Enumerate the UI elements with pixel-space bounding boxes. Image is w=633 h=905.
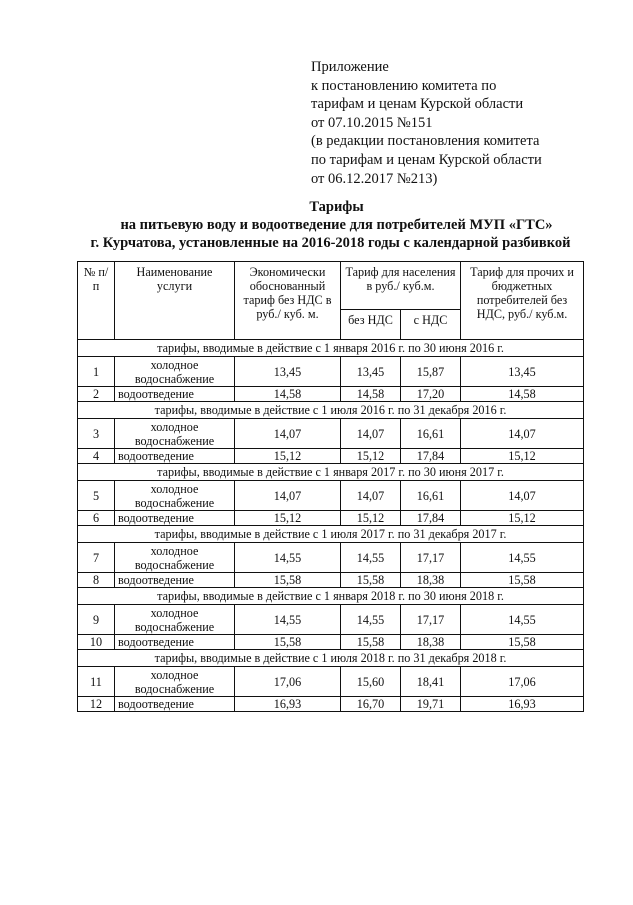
- row-number: 8: [78, 573, 115, 588]
- other-consumers-tariff: 14,55: [461, 605, 584, 635]
- appendix-line: к постановлению комитета по: [311, 77, 497, 94]
- table-row: [78, 449, 584, 464]
- economic-tariff: 15,12: [235, 511, 341, 526]
- row-number: 7: [78, 543, 115, 573]
- population-tariff-vat: 18,38: [401, 635, 461, 650]
- service-name: водоотведение: [115, 387, 235, 402]
- period-row: [78, 464, 584, 481]
- population-tariff-vat: 16,61: [401, 481, 461, 511]
- table-row: [78, 543, 584, 573]
- population-tariff-vat: 18,41: [401, 667, 461, 697]
- period-row: [78, 340, 584, 357]
- economic-tariff: 15,58: [235, 635, 341, 650]
- service-name: холодное водоснабжение: [115, 667, 235, 697]
- header-service-name: Наименование услуги: [115, 262, 235, 340]
- population-tariff-vat: 17,17: [401, 543, 461, 573]
- service-name: холодное водоснабжение: [115, 481, 235, 511]
- service-name: холодное водоснабжение: [115, 605, 235, 635]
- economic-tariff: 14,58: [235, 387, 341, 402]
- table-row: [78, 697, 584, 712]
- row-number: 6: [78, 511, 115, 526]
- population-tariff-no-vat: 15,58: [341, 635, 401, 650]
- header-without-vat: без НДС: [341, 310, 401, 340]
- population-tariff-vat: 17,17: [401, 605, 461, 635]
- other-consumers-tariff: 15,12: [461, 511, 584, 526]
- other-consumers-tariff: 14,55: [461, 543, 584, 573]
- period-label: тарифы, вводимые в действие с 1 января 2017 г. по 30 июня 2017 г.: [78, 464, 584, 481]
- other-consumers-tariff: 14,07: [461, 481, 584, 511]
- population-tariff-vat: 17,20: [401, 387, 461, 402]
- service-name: водоотведение: [115, 449, 235, 464]
- table-row: [78, 357, 584, 387]
- period-label: тарифы, вводимые в действие с 1 июля 2016 г. по 31 декабря 2016 г.: [78, 402, 584, 419]
- service-name: холодное водоснабжение: [115, 357, 235, 387]
- other-consumers-tariff: 16,93: [461, 697, 584, 712]
- other-consumers-tariff: 17,06: [461, 667, 584, 697]
- other-consumers-tariff: 15,58: [461, 573, 584, 588]
- period-row: [78, 526, 584, 543]
- row-number: 4: [78, 449, 115, 464]
- population-tariff-vat: 17,84: [401, 511, 461, 526]
- period-row: [78, 650, 584, 667]
- table-row: [78, 605, 584, 635]
- economic-tariff: 14,55: [235, 543, 341, 573]
- table-row: [78, 481, 584, 511]
- title-line-2: на питьевую воду и водоотведение для потребителей МУП «ГТС»: [120, 217, 553, 233]
- appendix-line: от 06.12.2017 №213): [311, 170, 438, 187]
- document-title: [0, 198, 633, 252]
- period-label: тарифы, вводимые в действие с 1 июля 2018 г. по 31 декабря 2018 г.: [78, 650, 584, 667]
- header-num: № п/п: [78, 262, 115, 340]
- period-row: [78, 402, 584, 419]
- population-tariff-vat: 19,71: [401, 697, 461, 712]
- row-number: 5: [78, 481, 115, 511]
- period-row: [78, 588, 584, 605]
- population-tariff-vat: 16,61: [401, 419, 461, 449]
- population-tariff-vat: 18,38: [401, 573, 461, 588]
- other-consumers-tariff: 14,07: [461, 419, 584, 449]
- service-name: водоотведение: [115, 511, 235, 526]
- population-tariff-no-vat: 14,07: [341, 481, 401, 511]
- population-tariff-no-vat: 15,12: [341, 449, 401, 464]
- tariff-table-body: [78, 340, 584, 712]
- table-row: [78, 573, 584, 588]
- header-with-vat: с НДС: [401, 310, 461, 340]
- appendix-line: (в редакции постановления комитета: [311, 133, 540, 150]
- economic-tariff: 16,93: [235, 697, 341, 712]
- population-tariff-no-vat: 16,70: [341, 697, 401, 712]
- population-tariff-vat: 15,87: [401, 357, 461, 387]
- period-label: тарифы, вводимые в действие с 1 января 2016 г. по 30 июня 2016 г.: [78, 340, 584, 357]
- appendix-line: тарифам и ценам Курской области: [311, 96, 524, 113]
- header-other-consumers-tariff: Тариф для прочих и бюджетных потребителей без НДС, руб./ куб.м.: [461, 262, 584, 340]
- appendix-line: по тарифам и ценам Курской области: [311, 151, 542, 168]
- population-tariff-no-vat: 14,07: [341, 419, 401, 449]
- table-row: [78, 511, 584, 526]
- service-name: холодное водоснабжение: [115, 419, 235, 449]
- service-name: водоотведение: [115, 635, 235, 650]
- appendix-line: от 07.10.2015 №151: [311, 114, 433, 131]
- other-consumers-tariff: 15,58: [461, 635, 584, 650]
- population-tariff-no-vat: 13,45: [341, 357, 401, 387]
- economic-tariff: 15,58: [235, 573, 341, 588]
- row-number: 2: [78, 387, 115, 402]
- tariff-table: [77, 261, 584, 712]
- economic-tariff: 14,07: [235, 481, 341, 511]
- population-tariff-no-vat: 15,60: [341, 667, 401, 697]
- population-tariff-no-vat: 15,58: [341, 573, 401, 588]
- service-name: водоотведение: [115, 697, 235, 712]
- population-tariff-no-vat: 14,55: [341, 543, 401, 573]
- period-label: тарифы, вводимые в действие с 1 января 2018 г. по 30 июня 2018 г.: [78, 588, 584, 605]
- economic-tariff: 14,55: [235, 605, 341, 635]
- population-tariff-no-vat: 15,12: [341, 511, 401, 526]
- appendix-line: Приложение: [311, 59, 389, 75]
- table-row: [78, 635, 584, 650]
- header-economic-tariff: Экономически обоснованный тариф без НДС в руб./ куб. м.: [235, 262, 341, 340]
- population-tariff-vat: 17,84: [401, 449, 461, 464]
- economic-tariff: 13,45: [235, 357, 341, 387]
- table-row: [78, 387, 584, 402]
- row-number: 1: [78, 357, 115, 387]
- title-line-3: г. Курчатова, установленные на 2016-2018 годы с календарной разбивкой: [90, 235, 571, 251]
- economic-tariff: 15,12: [235, 449, 341, 464]
- title-line-1: Тарифы: [309, 199, 364, 215]
- row-number: 12: [78, 697, 115, 712]
- other-consumers-tariff: 13,45: [461, 357, 584, 387]
- row-number: 10: [78, 635, 115, 650]
- economic-tariff: 17,06: [235, 667, 341, 697]
- appendix-block: [311, 58, 542, 188]
- header-population-tariff: Тариф для населения в руб./ куб.м.: [341, 262, 461, 310]
- other-consumers-tariff: 14,58: [461, 387, 584, 402]
- row-number: 9: [78, 605, 115, 635]
- table-row: [78, 419, 584, 449]
- table-row: [78, 667, 584, 697]
- service-name: холодное водоснабжение: [115, 543, 235, 573]
- population-tariff-no-vat: 14,55: [341, 605, 401, 635]
- service-name: водоотведение: [115, 573, 235, 588]
- row-number: 3: [78, 419, 115, 449]
- population-tariff-no-vat: 14,58: [341, 387, 401, 402]
- period-label: тарифы, вводимые в действие с 1 июля 2017 г. по 31 декабря 2017 г.: [78, 526, 584, 543]
- economic-tariff: 14,07: [235, 419, 341, 449]
- row-number: 11: [78, 667, 115, 697]
- other-consumers-tariff: 15,12: [461, 449, 584, 464]
